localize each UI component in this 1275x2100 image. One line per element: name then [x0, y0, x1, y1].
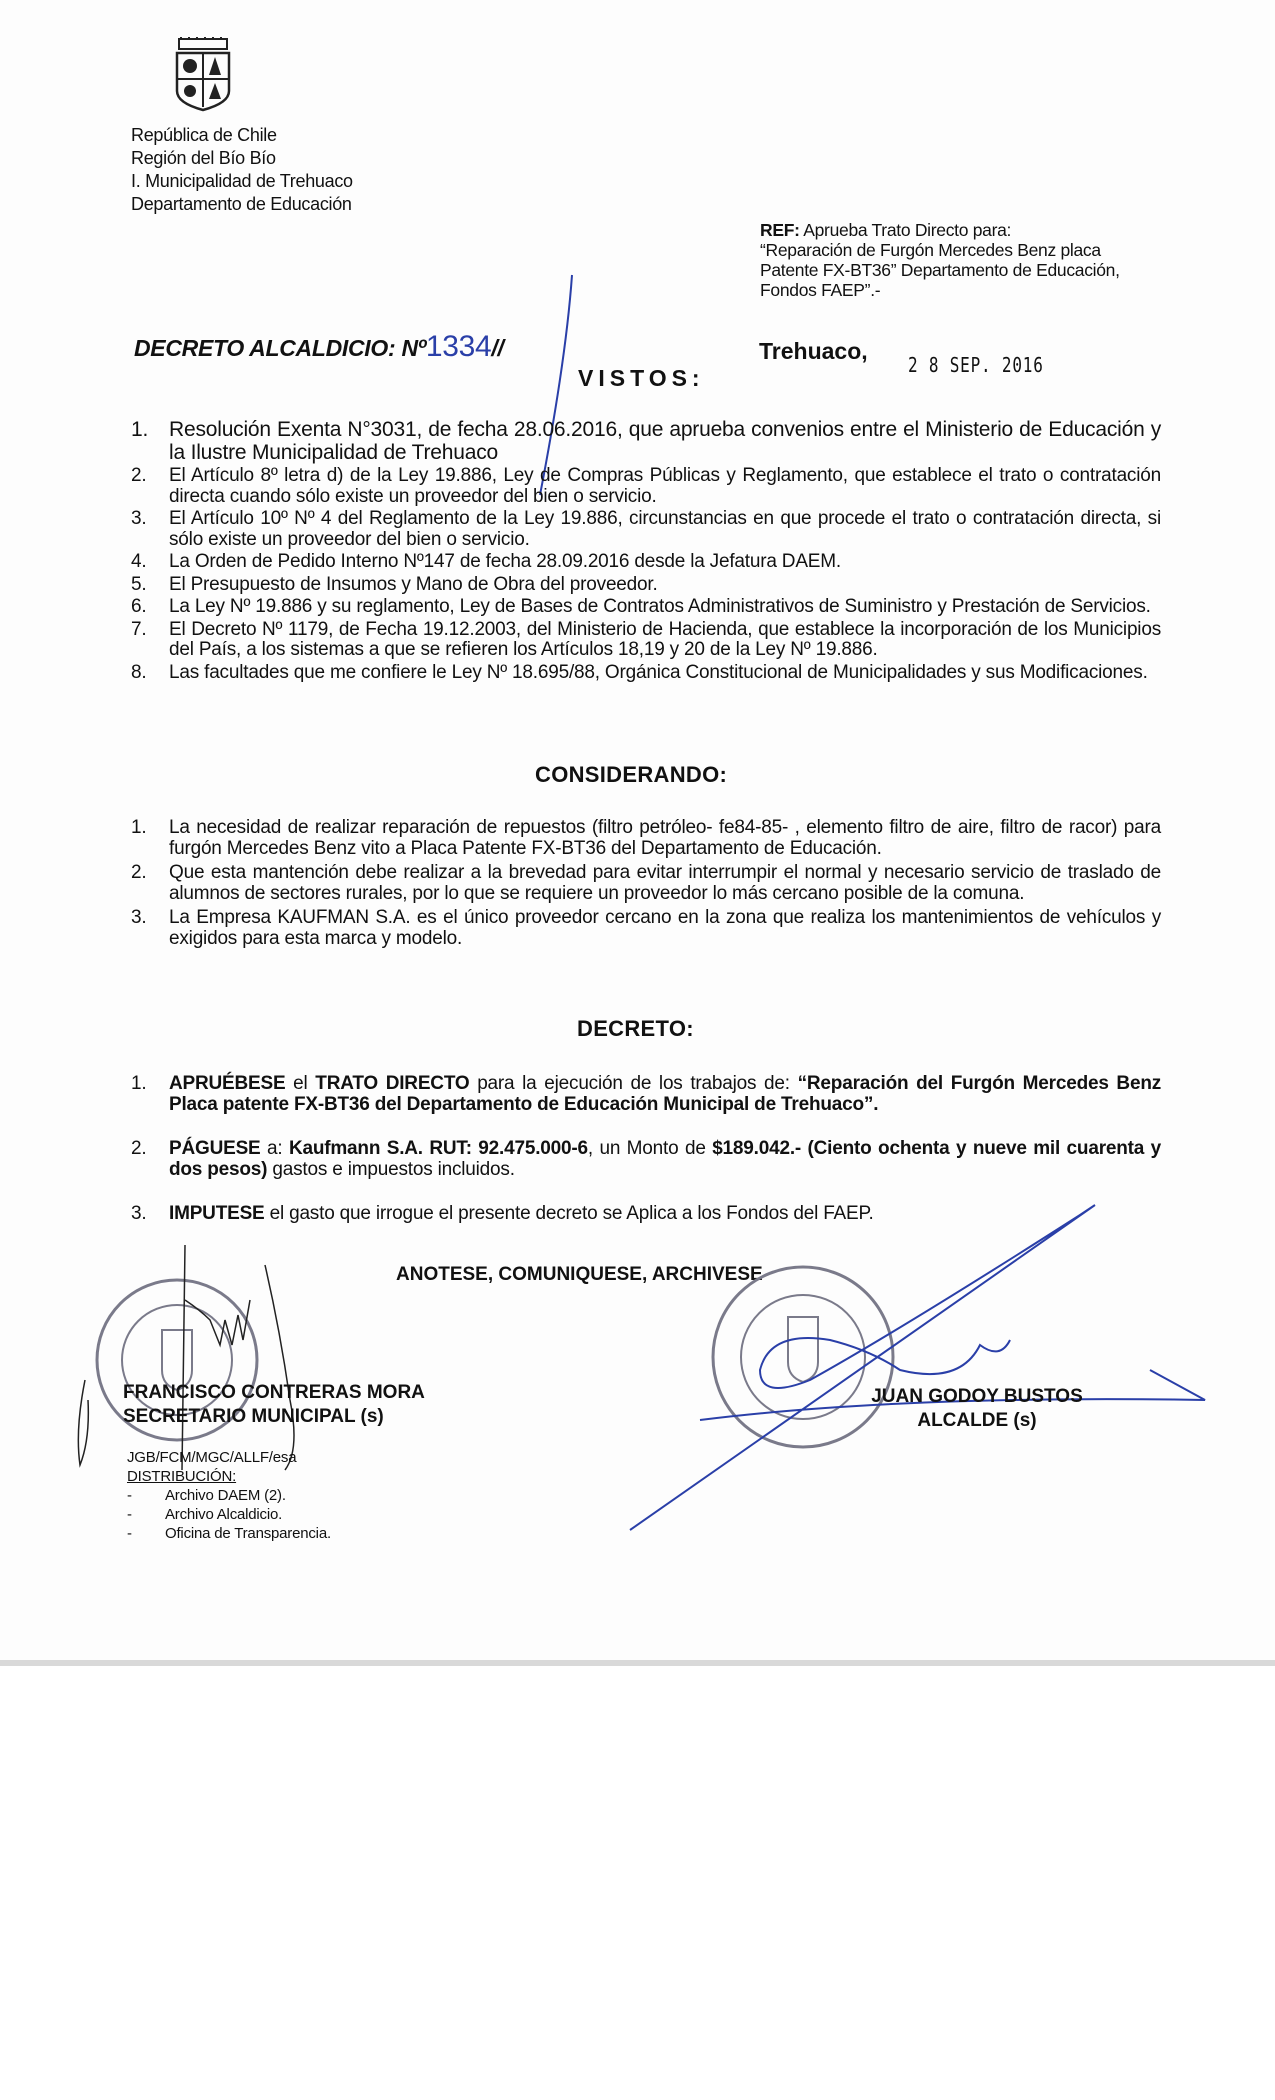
considerando-heading: CONSIDERANDO: [535, 762, 728, 787]
vistos-item: 7. El Decreto Nº 1179, de Fecha 19.12.2003, del Ministerio de Hacienda, que establece la incorporación de los Municipios del País, a los sistemas a que se refieren los Artículos 18,19 y 20 de la Ley Nº 19.886. [131, 618, 1161, 660]
vistos-item: 4. La Orden de Pedido Interno Nº147 de fecha 28.09.2016 desde la Jefatura DAEM. [131, 551, 841, 572]
ref-line: Patente FX-BT36” Departamento de Educación, [760, 260, 1120, 280]
reference-block [760, 220, 1180, 300]
vistos-list [131, 418, 1161, 685]
considerando-item: 3. La Empresa KAUFMAN S.A. es el único proveedor cercano en la zona que realiza los mantenimientos de vehículos y exigidos para esta marca y modelo. [131, 907, 1161, 949]
decree-number-handwritten: 1334 [425, 330, 492, 363]
considerando-item: 1. La necesidad de realizar reparación de repuestos (filtro petróleo- fe84-85- , elemento filtro de aire, filtro de racor) para furgón Mercedes Benz vito a Placa Patente FX-BT36 del Departamento de Educación. [131, 817, 1161, 859]
vistos-item: 8. Las facultades que me confiere le Ley Nº 18.695/88, Orgánica Constitucional de Municipalidades y sus Modificaciones. [131, 661, 1148, 683]
distribution-item: - Oficina de Transparencia. [127, 1525, 331, 1542]
mayor-role: ALCALDE (s) [917, 1410, 1037, 1431]
initials: JGB/FCM/MGC/ALLF/esa [127, 1449, 297, 1466]
considerando-list [131, 818, 1161, 951]
ref-line: “Reparación de Furgón Mercedes Benz placa [760, 240, 1101, 260]
secretary-name: FRANCISCO CONTRERAS MORA [123, 1382, 425, 1403]
distribution-item: - Archivo Alcaldicio. [127, 1506, 283, 1523]
decree-suffix: // [491, 335, 504, 361]
distribution-block [127, 1467, 331, 1543]
vistos-item: 6. La Ley Nº 19.886 y su reglamento, Ley de Bases de Contratos Administrativos de Suministro y Prestación de Servicios. [131, 596, 1151, 617]
mayor-signature [0, 0, 1, 1]
header-line: Departamento de Educación [131, 194, 352, 214]
ref-line: Fondos FAEP”.- [760, 280, 881, 300]
closing-formula: ANOTESE, COMUNIQUESE, ARCHIVESE [396, 1264, 763, 1285]
date-stamp: 2 8 SEP. 2016 [908, 353, 1044, 377]
vistos-item: 3. El Artículo 10º Nº 4 del Reglamento de la Ley 19.886, circunstancias en que procede el trato o contratación directa, si sólo existe un proveedor del bien o servicio. [131, 508, 1161, 550]
header-line: Región del Bío Bío [131, 148, 276, 168]
decree-title-label: DECRETO ALCALDICIO: Nº [134, 335, 426, 361]
vistos-item: 1. Resolución Exenta N°3031, de fecha 28.06.2016, que aprueba convenios entre el Ministerio de Educación y la Ilustre Municipalidad de Trehuaco [131, 418, 1161, 464]
header-line: I. Municipalidad de Trehuaco [131, 171, 353, 191]
decreto-item: 1. APRUÉBESE el TRATO DIRECTO para la ejecución de los trabajos de: “Reparación del Furgón Mercedes Benz Placa patente FX-BT36 del Departamento de Educación Municipal de Trehuaco”. [131, 1073, 1162, 1115]
ref-label: REF: [760, 220, 800, 240]
vistos-item: 5. El Presupuesto de Insumos y Mano de Obra del proveedor. [131, 573, 658, 595]
decreto-item: 2. PÁGUESE a: Kaufmann S.A. RUT: 92.475.000-6, un Monto de $189.042.- (Ciento ochenta y nueve mil cuarenta y dos pesos) gastos e impuestos incluidos. [131, 1138, 1161, 1180]
decreto-item: 3. IMPUTESE el gasto que irrogue el presente decreto se Aplica a los Fondos del FAEP. [131, 1203, 874, 1224]
ref-line: Aprueba Trato Directo para: [803, 220, 1012, 240]
considerando-item: 2. Que esta mantención debe realizar a la brevedad para evitar interrumpir el normal y necesario servicio de traslado de alumnos de sectores rurales, por lo que se requiere un proveedor lo más cercano posible de la comuna. [131, 862, 1161, 904]
mayor-signature-block [857, 1385, 1097, 1433]
secretary-signature-block [123, 1381, 425, 1429]
mayor-name: JUAN GODOY BUSTOS [871, 1386, 1083, 1407]
decreto-list [131, 1074, 1161, 1249]
place: Trehuaco, [759, 338, 868, 364]
vistos-item: 2. El Artículo 8º letra d) de la Ley 19.886, Ley de Compras Públicas y Reglamento, que establece el trato o contratación directa cuando sólo existe un proveedor del bien o servicio. [131, 465, 1161, 507]
distribution-heading: DISTRIBUCIÓN: [127, 1468, 237, 1485]
decreto-heading: DECRETO: [577, 1016, 694, 1041]
vistos-heading: VISTOS: [578, 365, 705, 391]
header-line: República de Chile [131, 125, 277, 145]
secretary-role: SECRETARIO MUNICIPAL (s) [123, 1406, 384, 1427]
coat-of-arms-logo [171, 37, 235, 111]
decree-title [134, 330, 504, 364]
distribution-item: - Archivo DAEM (2). [127, 1487, 286, 1504]
issuer-header [131, 124, 353, 216]
